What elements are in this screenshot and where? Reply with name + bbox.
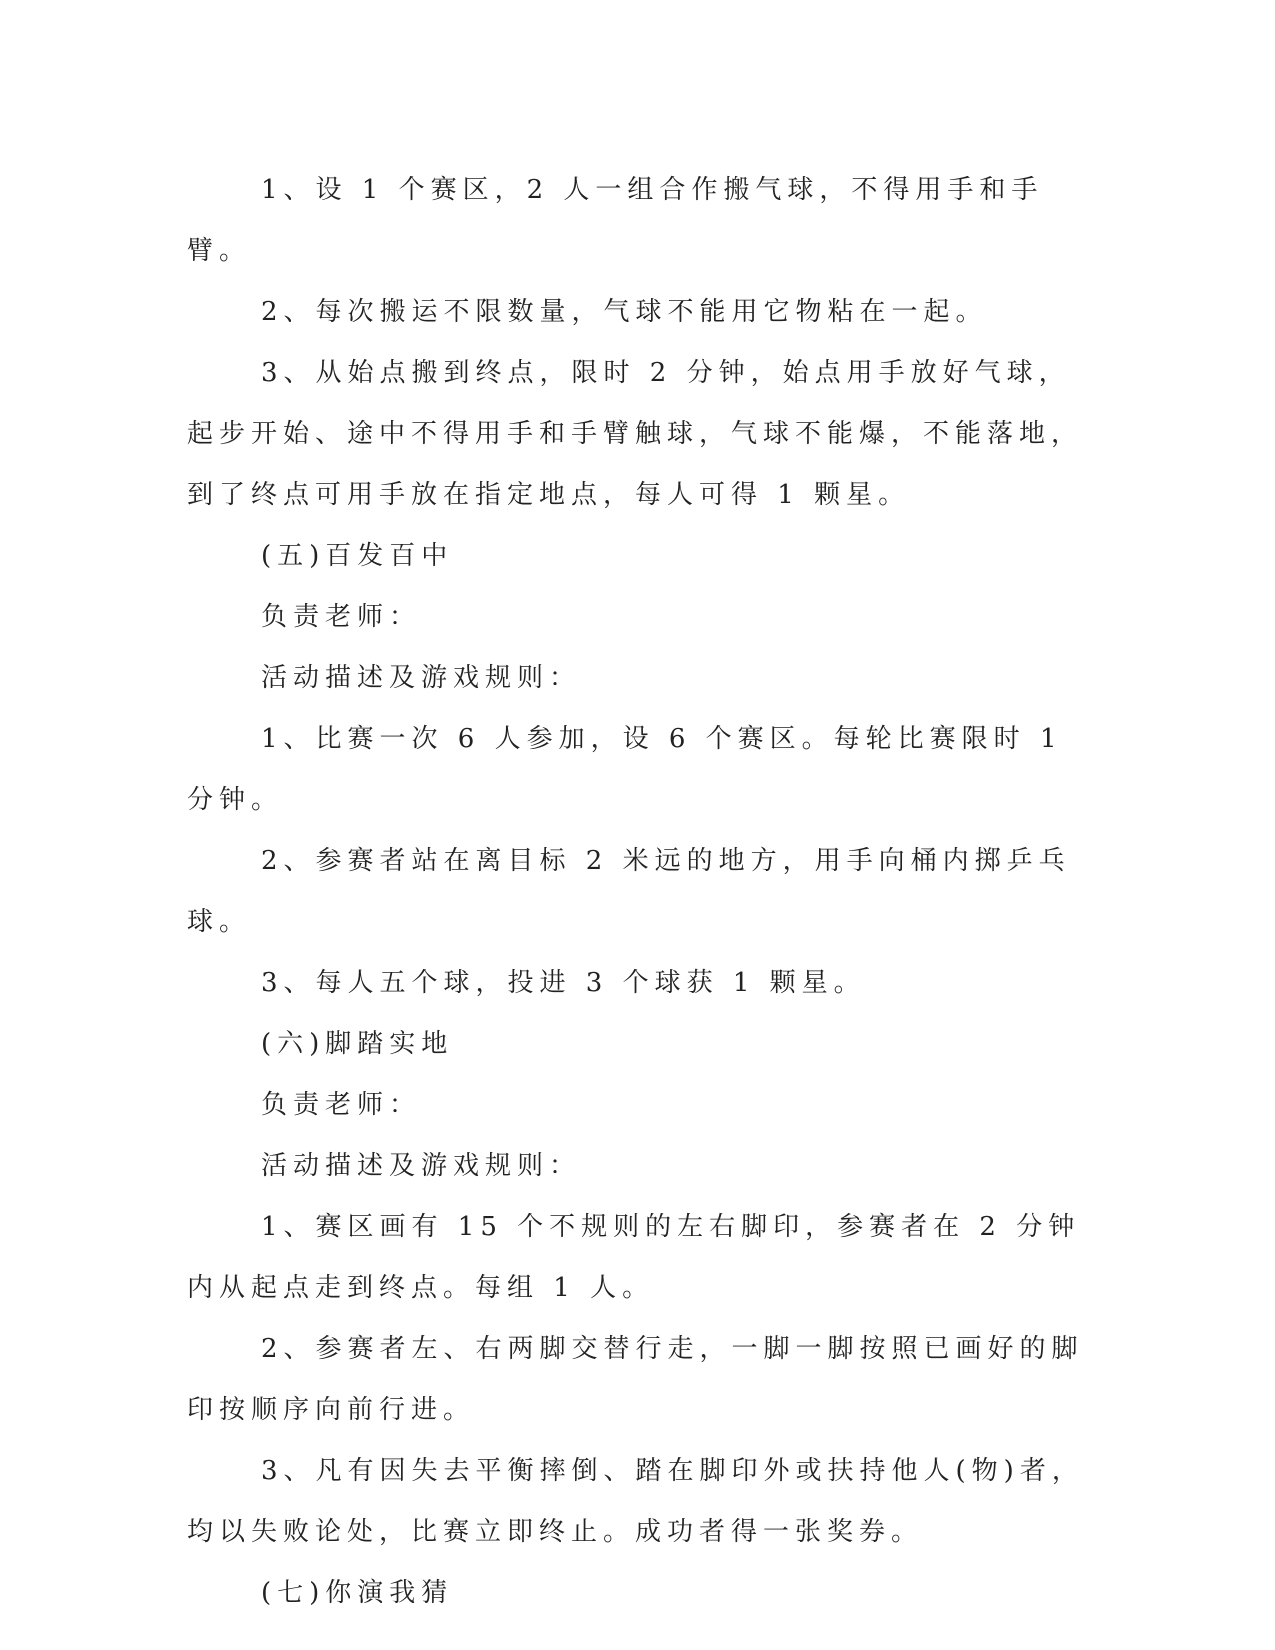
paragraph-balloon-rule-1: 1、设 1 个赛区，2 人一组合作搬气球，不得用手和手臂。 — [187, 175, 1044, 266]
document-body — [187, 160, 1087, 1624]
paragraph-target-rule-1: 1、比赛一次 6 人参加，设 6 个赛区。每轮比赛限时 1 分钟。 — [187, 724, 1063, 815]
paragraph-balloon-rule-2: 2、每次搬运不限数量，气球不能用它物粘在一起。 — [261, 297, 988, 327]
paragraph-footprint-rule-2: 2、参赛者左、右两脚交替行走，一脚一脚按照已画好的脚印按顺序向前行进。 — [187, 1334, 1084, 1425]
rules-label-6: 活动描述及游戏规则： — [261, 1151, 582, 1181]
paragraph-target-rule-2: 2、参赛者站在离目标 2 米远的地方，用手向桶内掷乒乓球。 — [187, 846, 1071, 937]
section-heading-6: (六)脚踏实地 — [261, 1029, 454, 1059]
paragraph-target-rule-3: 3、每人五个球，投进 3 个球获 1 颗星。 — [261, 968, 866, 998]
teacher-label-6: 负责老师： — [261, 1090, 422, 1120]
rules-label-5: 活动描述及游戏规则： — [261, 663, 582, 693]
section-heading-5: (五)百发百中 — [261, 541, 454, 571]
paragraph-footprint-rule-1: 1、赛区画有 15 个不规则的左右脚印，参赛者在 2 分钟内从起点走到终点。每组 1 人。 — [187, 1212, 1081, 1303]
paragraph-balloon-rule-3: 3、从始点搬到终点，限时 2 分钟，始点用手放好气球，起步开始、途中不得用手和手臂触球，气球不能爆，不能落地，到了终点可用手放在指定地点，每人可得 1 颗星。 — [187, 358, 1084, 510]
section-heading-7: (七)你演我猜 — [261, 1578, 454, 1608]
teacher-label-5: 负责老师： — [261, 602, 422, 632]
paragraph-footprint-rule-3: 3、凡有因失去平衡摔倒、踏在脚印外或扶持他人(物)者，均以失败论处，比赛立即终止。成功者得一张奖券。 — [187, 1456, 1084, 1547]
